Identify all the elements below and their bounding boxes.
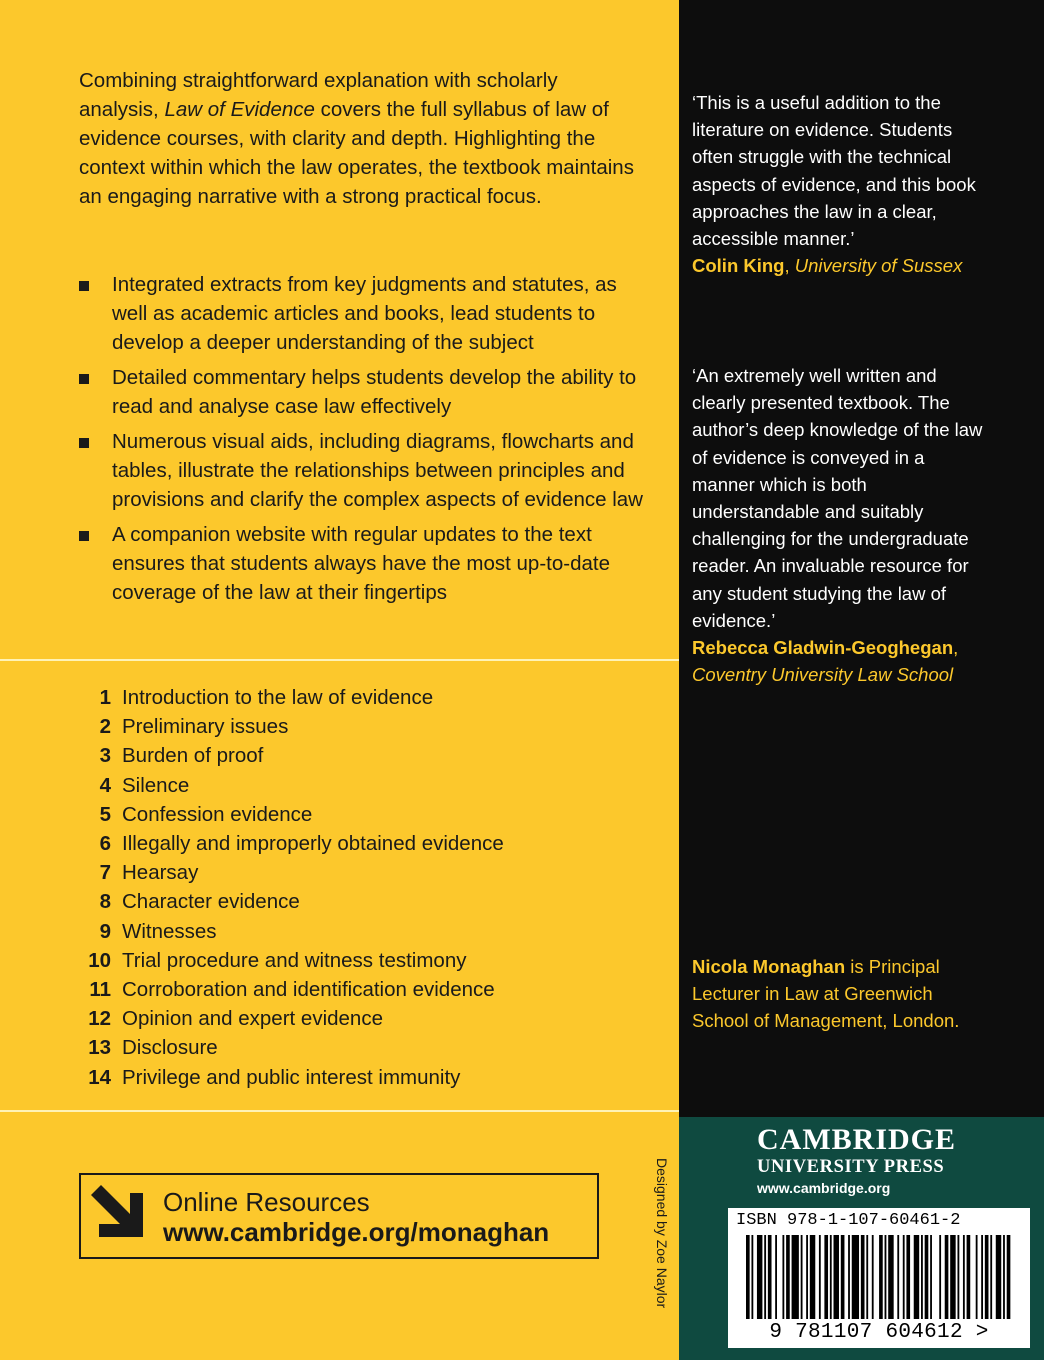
barcode-bar [764,1235,766,1319]
barcode-bar [950,1235,955,1319]
feature-text: Numerous visual aids, including diagrams, flowcharts and tables, illustrate the relationships between principles and provisions and clarify the complex aspects of evidence law [112,430,643,511]
toc-title: Character evidence [122,890,300,914]
toc-item [79,741,639,770]
toc-title: Introduction to the law of evidence [122,686,434,709]
publisher-logo-line1: CAMBRIDGE [757,1123,957,1156]
barcode-bar [768,1235,772,1319]
divider [0,659,679,661]
toc-item [79,771,639,800]
barcode-bar [801,1235,803,1319]
quote-text: ‘An extremely well written and clearly presented textbook. The author’s deep knowledge of the law of evidence is conveyed in a manner which is both understandable and suitably challenging for the undergraduate reader. An invaluable resource for any student studying the law of evidence.’ [692,365,983,631]
bullet-square-icon [79,531,89,541]
barcode-bar [930,1235,932,1319]
toc-title: Confession evidence [122,802,313,826]
barcode-bar [885,1235,887,1319]
publisher-url[interactable]: www.cambridge.org [757,1180,891,1196]
divider [0,1110,679,1112]
quote-author: Colin King [692,255,785,277]
bullet-square-icon [79,281,89,291]
toc-number: 6 [99,832,111,856]
barcode-bar [985,1235,989,1319]
barcode-icon [746,1235,1014,1319]
barcode-number: 9 781107 604612 > [769,1321,989,1344]
author-bio-text: is Principal Lecturer in Law at Greenwich School of Management, London. [692,956,960,1032]
author-name: Nicola Monaghan [692,956,846,977]
toc-item [79,1004,639,1033]
barcode-bar [852,1235,859,1319]
barcode-bar [990,1235,992,1319]
barcode-bar [872,1235,874,1319]
toc-number: 3 [99,744,111,768]
toc-title: Silence [122,773,190,797]
isbn-barcode-box [728,1208,1030,1348]
toc-item [79,917,639,946]
barcode-bar [1007,1235,1011,1319]
toc-item [79,829,639,858]
isbn-label: ISBN 978-1-107-60461-2 [736,1211,961,1230]
barcode-bar [1003,1235,1005,1319]
barcode-bar [925,1235,929,1319]
review-quote-1: ‘This is a useful addition to the literature on evidence. Students often struggle with the technical aspects of evidence, and this book approaches the law in a clear, accessible manner.’ Colin King, University of Sussex [692,92,976,277]
barcode-bar [834,1235,839,1319]
toc-number: 9 [99,919,111,943]
barcode-bar [967,1235,971,1319]
toc-number: 11 [89,978,111,1002]
designer-credit: Designed by Zoe Naylor [654,1158,670,1309]
feature-text: Detailed commentary helps students develop the ability to read and analyse case law effectively [112,366,637,418]
toc-number: 8 [99,890,111,914]
toc-title: Burden of proof [122,744,264,768]
toc-number: 13 [88,1036,111,1060]
toc-item [79,712,639,741]
intro-text-1: Combining straightforward explanation with scholarly analysis, [79,69,558,121]
barcode-bar [861,1235,865,1319]
intro-paragraph [79,66,639,211]
barcode-bar [841,1235,845,1319]
toc-number: 4 [99,773,111,797]
toc-item [79,683,639,712]
barcode-bar [786,1235,790,1319]
feature-text: A companion website with regular updates to the text ensures that students always have the most up-to-date coverage of the law at their fingertips [112,523,610,604]
barcode-bar [879,1235,883,1319]
barcode-bar [939,1235,941,1319]
barcode-bar [775,1235,777,1319]
barcode-bar [806,1235,808,1319]
toc-title: Disclosure [122,1036,218,1060]
author-bio [692,953,992,1035]
barcode-bar [945,1235,949,1319]
feature-item [79,363,654,421]
barcode-bar [848,1235,850,1319]
toc-item [79,946,639,975]
barcode-bar [981,1235,983,1319]
feature-item [79,427,654,514]
barcode-bar [903,1235,905,1319]
toc-title: Preliminary issues [122,715,289,739]
barcode-bar [866,1235,868,1319]
toc-title: Opinion and expert evidence [122,1007,383,1031]
barcode-bar [976,1235,978,1319]
feature-text: Integrated extracts from key judgments and statutes, as well as academic articles and books, lead students to develop a deeper understanding of the subject [112,273,617,354]
barcode-bar [906,1235,910,1319]
barcode-bar [792,1235,799,1319]
barcode-bar [914,1235,919,1319]
barcode-bar [963,1235,965,1319]
toc-title: Trial procedure and witness testimony [122,948,467,972]
publisher-logo-line2: UNIVERSITY PRESS [757,1157,945,1177]
online-resources-label: Online Resources [163,1187,370,1217]
toc-title: Witnesses [122,919,217,943]
toc-item [79,800,639,829]
toc-title: Privilege and public interest immunity [122,1065,461,1089]
toc-item [79,858,639,887]
toc-number: 10 [88,948,111,972]
bullet-square-icon [79,374,89,384]
toc-title: Hearsay [122,861,199,885]
barcode-bar [746,1235,750,1319]
quote-text: ‘This is a useful addition to the literature on evidence. Students often struggle with the technical aspects of evidence, and this book approaches the law in a clear, accessible manner.’ [692,92,976,250]
review-quote-2: ‘An extremely well written and clearly presented textbook. The author’s deep knowledge of the law of evidence is conveyed in a manner which is both understandable and suitably challenging for the undergraduate reader. An invaluable resource for any student studying the law of evidence.’ Rebecca Gladwin-Geoghegan, Coventry University Law School [692,365,983,686]
barcode-bar [921,1235,923,1319]
quote-author: Rebecca Gladwin-Geoghegan [692,637,954,659]
barcode-bar [830,1235,832,1319]
arrow-down-right-icon [91,1185,151,1245]
barcode-bar [751,1235,753,1319]
barcode-bar [996,1235,1001,1319]
toc-number: 1 [99,686,111,709]
toc-number: 7 [99,861,111,885]
book-title: Law of Evidence [164,98,315,121]
toc-number: 2 [99,715,111,739]
toc-number: 12 [88,1007,111,1031]
feature-item [79,520,654,607]
toc-item [79,1063,639,1092]
barcode-bar [819,1235,821,1319]
online-resources-box[interactable] [79,1173,599,1259]
barcode-bar [810,1235,815,1319]
quote-affiliation: Coventry University Law School [692,664,954,686]
toc-title: Corroboration and identification evidence [122,978,495,1002]
toc-item [79,887,639,916]
barcode-bar [888,1235,893,1319]
barcode-bar [782,1235,784,1319]
feature-item [79,270,654,357]
feature-list [79,270,654,613]
table-of-contents [79,683,639,1092]
toc-title: Illegally and improperly obtained evidence [122,832,504,856]
toc-number: 14 [88,1065,111,1089]
intro-text-2: covers the full syllabus of law of evidence courses, with clarity and depth. Highlighting the context within which the law operates, the textbook maintains an engaging narrative with a strong practical focus. [79,98,634,208]
barcode-bar [957,1235,959,1319]
toc-number: 5 [99,802,111,826]
barcode-bar [897,1235,899,1319]
bullet-square-icon [79,438,89,448]
barcode-bar [757,1235,762,1319]
quote-affiliation: University of Sussex [794,255,963,277]
toc-item [79,975,639,1004]
online-resources-link[interactable]: www.cambridge.org/monaghan [163,1217,550,1247]
toc-item [79,1033,639,1062]
barcode-bar [824,1235,828,1319]
